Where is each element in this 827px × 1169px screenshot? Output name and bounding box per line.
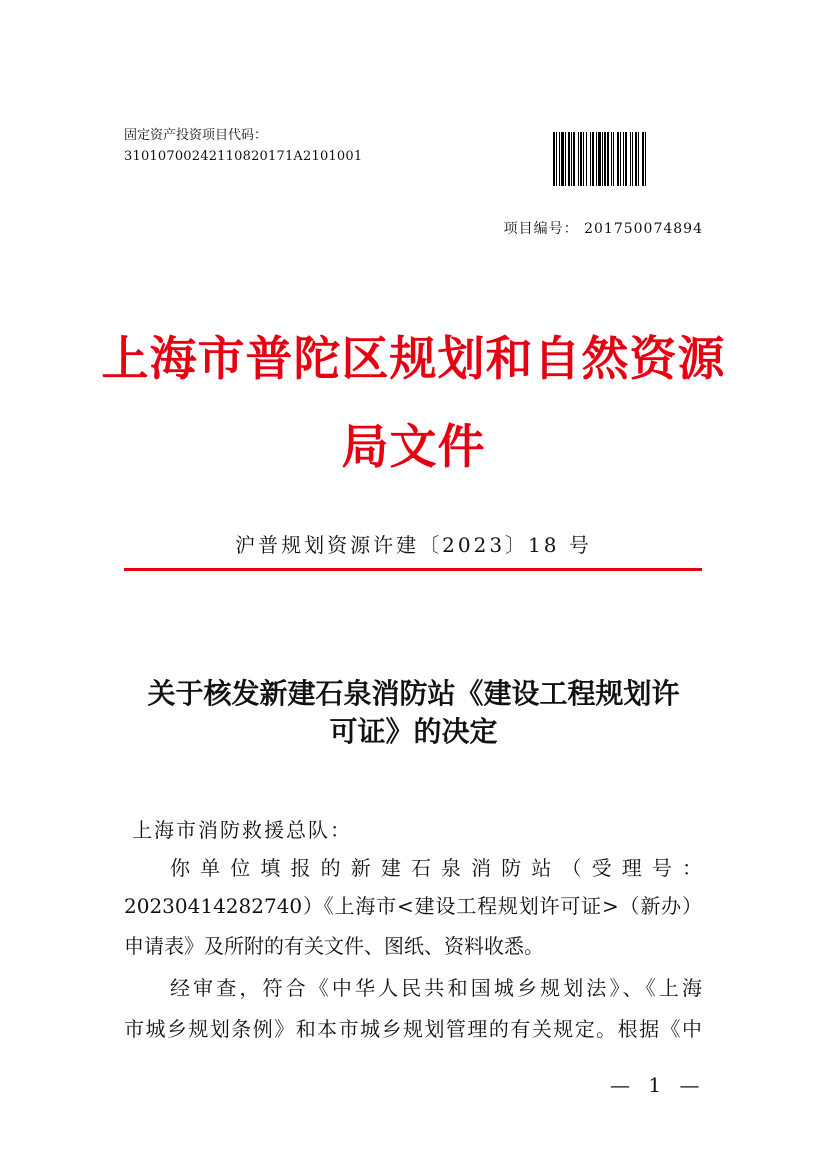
- document-title-line2: 可证》的决定: [329, 715, 498, 748]
- investment-code-label: 固定资产投资项目代码：: [124, 128, 268, 143]
- letterhead-org-line1: 上海市普陀区规划和自然资源: [101, 332, 726, 387]
- addressee: 上海市消防救援总队：: [132, 818, 352, 842]
- document-number: 沪普规划资源许建〔2023〕18 号: [235, 533, 592, 557]
- project-number: 项目编号： 201750074894: [503, 221, 703, 237]
- document-title-line1: 关于核发新建石泉消防站《建设工程规划许: [147, 677, 680, 710]
- paragraph2-line2: 市城乡规划条例》和本市城乡规划管理的有关规定。根据《中: [124, 1017, 702, 1041]
- paragraph1-line3: 申请表》及所附的有关文件、图纸、资料收悉。: [124, 934, 544, 958]
- red-divider: [124, 568, 702, 571]
- investment-code-value: 31010700242110820171A2101001: [124, 149, 363, 164]
- page-number: — 1 —: [610, 1073, 706, 1097]
- letterhead-org-line2: 局文件: [341, 420, 486, 475]
- barcode: [553, 132, 691, 186]
- paragraph1-line2: 20230414282740）《上海市<建设工程规划许可证>（新办）: [124, 894, 702, 918]
- paragraph2-line1: 经审查，符合《中华人民共和国城乡规划法》、《上海: [170, 976, 702, 1000]
- paragraph1-line1: 你单位填报的新建石泉消防站（受理号：: [170, 856, 702, 880]
